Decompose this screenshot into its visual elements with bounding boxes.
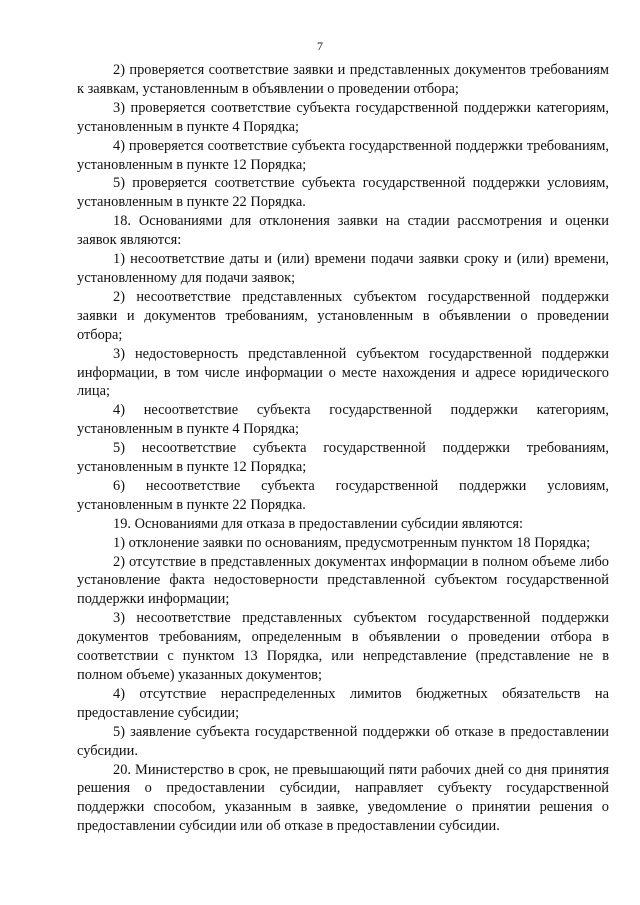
paragraph-item-18-4: 4) несоответствие субъекта государственной поддержки категориям, установленным в пункте 4 Порядка;	[77, 402, 609, 438]
paragraph-item-19-3: 3) несоответствие представленных субъектом государственной поддержки документов требованиям, определенным в объявлении о проведении отбора в соответствии с пунктом 13 Порядка, или непредставление (представление не в полном объеме) указанных документов;	[77, 610, 609, 683]
paragraph-item-17-2: 2) проверяется соответствие заявки и представленных документов требованиям к заявкам, установленным в объявлении о проведении отбора;	[77, 62, 609, 97]
paragraph-item-18-6: 6) несоответствие субъекта государственной поддержки условиям, установленным в пункте 22 Порядка.	[77, 477, 609, 513]
paragraph-clause-19: 19. Основаниями для отказа в предоставлении субсидии являются:	[113, 515, 523, 532]
paragraph-item-17-5: 5) проверяется соответствие субъекта государственной поддержки условиям, установленным в пункте 22 Порядка.	[77, 175, 609, 211]
paragraph-item-18-5: 5) несоответствие субъекта государственной поддержки требованиям, установленным в пункте 12 Порядка;	[77, 440, 609, 476]
paragraph-item-18-3: 3) недостоверность представленной субъектом государственной поддержки информации, в том числе информации о месте нахождения и адресе юридического лица;	[77, 345, 609, 400]
document-body	[77, 61, 609, 836]
paragraph-item-19-2: 2) отсутствие в представленных документах информации в полном объеме либо установление факта недостоверности представленной субъектом государственной поддержки информации;	[77, 553, 609, 608]
paragraph-clause-18: 18. Основаниями для отклонения заявки на стадии рассмотрения и оценки заявок являются:	[77, 213, 609, 249]
paragraph-item-19-5: 5) заявление субъекта государственной поддержки об отказе в предоставлении субсидии.	[77, 723, 609, 759]
paragraph-item-18-1: 1) несоответствие даты и (или) времени подачи заявки сроку и (или) времени, установленному для подачи заявок;	[77, 251, 609, 286]
paragraph-item-19-1: 1) отклонение заявки по основаниям, предусмотренным пунктом 18 Порядка;	[113, 534, 591, 551]
paragraph-item-17-3: 3) проверяется соответствие субъекта государственной поддержки категориям, установленным в пункте 4 Порядка;	[77, 99, 609, 135]
page-number: 7	[317, 39, 323, 53]
paragraph-item-18-2: 2) несоответствие представленных субъектом государственной поддержки заявки и документов требованиям, установленным в объявлении о проведении отбора;	[77, 288, 609, 343]
paragraph-clause-20: 20. Министерство в срок, не превышающий пяти рабочих дней со дня принятия решения о предоставлении субсидии, направляет субъекту государственной поддержки способом, указанным в заявке, уведомление о принятии решения о предоставлении субсидии или об отказе в предоставлении субсидии.	[77, 761, 609, 835]
paragraph-item-19-4: 4) отсутствие нераспределенных лимитов бюджетных обязательств на предоставление субсидии;	[77, 685, 609, 721]
paragraph-item-17-4: 4) проверяется соответствие субъекта государственной поддержки требованиям, установленным в пункте 12 Порядка;	[77, 137, 609, 173]
